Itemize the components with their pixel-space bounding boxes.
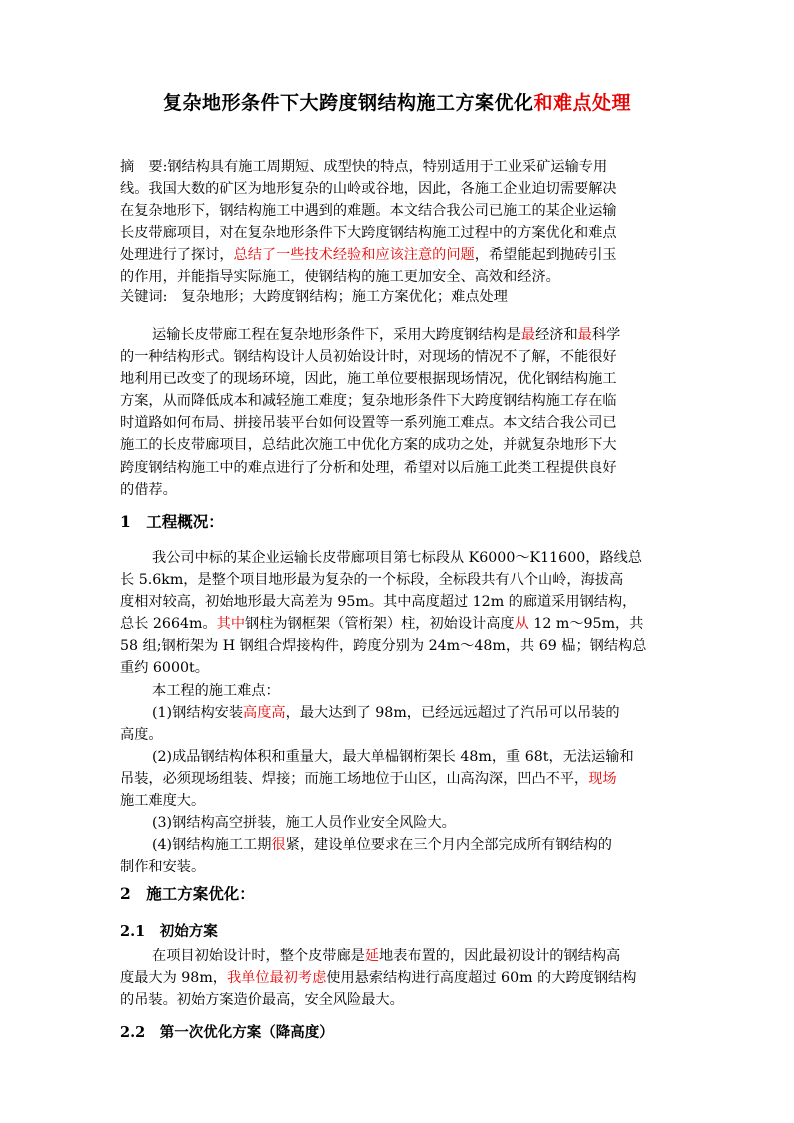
intro-line: 方案，从而降低成本和减轻施工难度；复杂地形条件下大跨度钢结构施工存在临 bbox=[120, 393, 617, 410]
section-2-1-paragraph bbox=[120, 945, 675, 1011]
difficulty-item-4-cont: 制作和安装。 bbox=[120, 859, 206, 876]
paragraph-line: 长 5.6km，是整个项目地形最为复杂的一个标段，全标段共有八个山岭，海拔高 bbox=[120, 572, 624, 589]
intro-line: 地利用已改变了的现场环境，因此，施工单位要根据现场情况，优化钢结构施工 bbox=[120, 371, 617, 388]
paragraph-line: 度相对较高，初始地形最大高差为 95m。其中高度超过 12m 的廊道采用钢结构， bbox=[120, 594, 637, 611]
keywords: 关键词: 复杂地形；大跨度钢结构；施工方案优化；难点处理 bbox=[120, 289, 508, 305]
abstract-line: 长皮带廊项目，对在复杂地形条件下大跨度钢结构施工过程中的方案优化和难点 bbox=[120, 225, 617, 242]
intro-line: 的一种结构形式。钢结构设计人员初始设计时，对现场的情况不了解，不能很好 bbox=[120, 349, 617, 366]
abstract-paragraph bbox=[120, 156, 675, 289]
difficulty-item-1: (1)钢结构安装高度高，最大达到了 98m，已经远远超过了汽吊可以吊装的 bbox=[152, 704, 620, 721]
difficulty-item-2: (2)成品钢结构体积和重量大，最大单榀钢桁架长 48m，重 68t，无法运输和 bbox=[152, 748, 634, 765]
paragraph-line: 重约 6000t。 bbox=[120, 660, 209, 677]
abstract-line: 线。我国大数的矿区为地形复杂的山岭或谷地，因此，各施工企业迫切需要解决 bbox=[120, 181, 617, 198]
paragraph-line: 度最大为 98m，我单位最初考虑使用悬索结构进行高度超过 60m 的大跨度钢结构 bbox=[120, 970, 637, 987]
abstract-line: 在复杂地形下，钢结构施工中遇到的难题。本文结合我公司已施工的某企业运输 bbox=[120, 203, 617, 220]
title-highlight: 和难点处理 bbox=[533, 92, 632, 114]
paragraph-line: 在项目初始设计时，整个皮带廊是延地表布置的，因此最初设计的钢结构高 bbox=[152, 948, 621, 964]
document-title bbox=[0, 88, 794, 115]
intro-line: 的借荐。 bbox=[120, 481, 177, 498]
abstract-highlight: 总结了一些技术经验和应该注意的问题 bbox=[233, 247, 475, 264]
intro-line: 运输长皮带廊工程在复杂地形条件下，采用大跨度钢结构是最经济和最科学 bbox=[152, 327, 621, 343]
difficulty-intro: 本工程的施工难点： bbox=[152, 682, 280, 699]
paragraph-line: 总长 2664m。其中钢柱为钢框架（管桁架）柱，初始设计高度从 12 m～95m，共 bbox=[120, 616, 644, 633]
paragraph-line: 我公司中标的某企业运输长皮带廊项目第七标段从 K6000～K11600，路线总 bbox=[152, 550, 643, 566]
abstract-line: 摘 要:钢结构具有施工周期短、成型快的特点，特别适用于工业采矿运输专用 bbox=[120, 159, 608, 175]
intro-line: 跨度钢结构施工中的难点进行了分析和处理，希望对以后施工此类工程提供良好 bbox=[120, 459, 617, 476]
section-1-paragraph bbox=[120, 547, 675, 878]
difficulty-item-3: (3)钢结构高空拼装，施工人员作业安全风险大。 bbox=[152, 815, 456, 832]
section-2-heading: 2 施工方案优化： bbox=[120, 884, 255, 903]
difficulty-item-2-cont: 吊装，必须现场组装、焊接；而施工场地位于山区，山高沟深，凹凸不平，现场 bbox=[120, 770, 617, 787]
title-main: 复杂地形条件下大跨度钢结构施工方案优化 bbox=[162, 92, 534, 114]
difficulty-item-2-cont: 施工难度大。 bbox=[120, 793, 206, 810]
intro-line: 时道路如何布局、拼接吊装平台如何设置等一系列施工难点。本文结合我公司已 bbox=[120, 415, 617, 432]
abstract-line: 的作用，并能指导实际施工，使钢结构的施工更加安全、高效和经济。 bbox=[120, 269, 560, 286]
paragraph-line: 的吊装。初始方案造价最高，安全风险最大。 bbox=[120, 992, 404, 1009]
difficulty-item-1-cont: 高度。 bbox=[120, 726, 163, 743]
intro-paragraph bbox=[120, 324, 675, 501]
intro-line: 施工的长皮带廊项目，总结此次施工中优化方案的成功之处，并就复杂地形下大 bbox=[120, 437, 617, 454]
section-2-2-heading: 2.2 第一次优化方案（降高度） bbox=[120, 1024, 334, 1041]
paragraph-line: 58 组;钢桁架为 H 钢组合焊接构件，跨度分别为 24m～48m，共 69 榀；钢结构总 bbox=[120, 638, 647, 655]
section-1-heading: 1 工程概况： bbox=[120, 512, 224, 531]
section-2-1-heading: 2.1 初始方案 bbox=[120, 923, 218, 940]
difficulty-item-4: (4)钢结构施工工期很紧，建设单位要求在三个月内全部完成所有钢结构的 bbox=[152, 837, 612, 854]
abstract-line: 处理进行了探讨，总结了一些技术经验和应该注意的问题，希望能起到抛砖引玉 bbox=[120, 247, 617, 264]
